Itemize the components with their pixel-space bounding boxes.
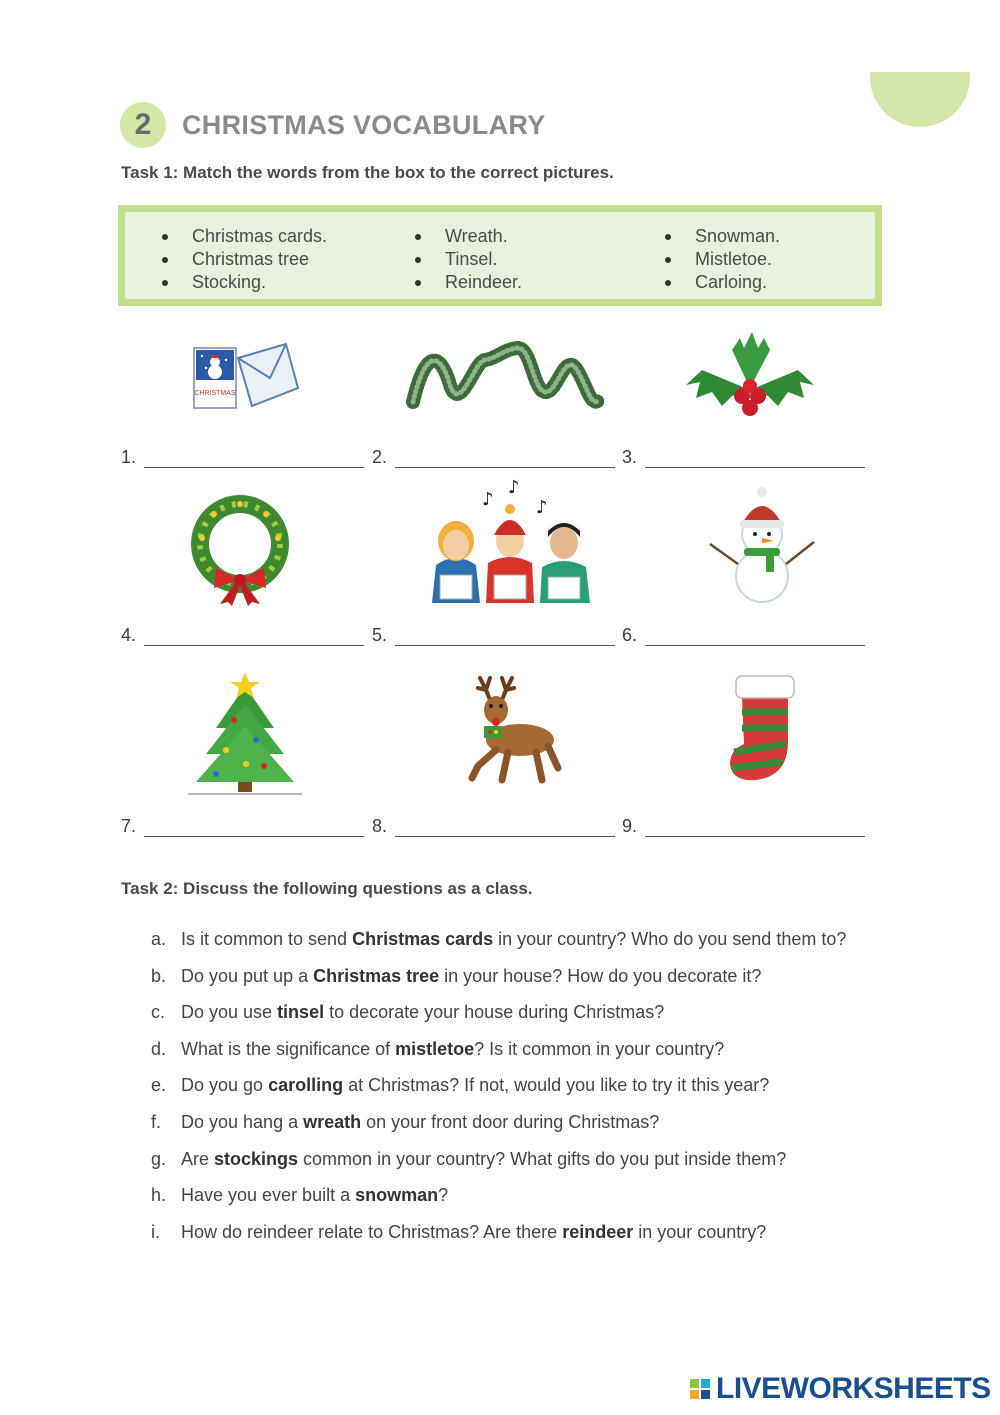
word-item bbox=[162, 271, 327, 294]
question-item bbox=[151, 1177, 846, 1214]
word-label: Tinsel. bbox=[445, 249, 498, 269]
answer-line[interactable] bbox=[395, 630, 615, 646]
question-letter: f. bbox=[151, 1111, 162, 1132]
question-text: Do you go carolling at Christmas? If not, would you like to try it this year? bbox=[181, 1075, 770, 1096]
word-item bbox=[665, 225, 780, 248]
task2-heading: Task 2: Discuss the following questions as a class. bbox=[121, 879, 533, 898]
answer-line[interactable] bbox=[395, 452, 615, 468]
question-text: Are stockings common in your country? What gifts do you put inside them? bbox=[181, 1148, 787, 1169]
answer-8 bbox=[372, 816, 615, 837]
question-text: What is the significance of mistletoe? Is it common in your country? bbox=[181, 1038, 725, 1059]
answer-number: 7. bbox=[121, 816, 137, 836]
answer-number: 1. bbox=[121, 447, 137, 467]
word-column-1 bbox=[162, 225, 327, 294]
question-letter: h. bbox=[151, 1185, 167, 1206]
word-label: Snowman. bbox=[695, 226, 781, 246]
stocking-icon bbox=[726, 672, 800, 784]
question-letter: b. bbox=[151, 965, 167, 986]
word-item bbox=[415, 225, 522, 248]
answer-4 bbox=[121, 625, 364, 646]
answer-3 bbox=[622, 447, 865, 468]
question-text: Do you use tinsel to decorate your house during Christmas? bbox=[181, 1002, 665, 1023]
bullet-icon bbox=[665, 280, 671, 286]
answer-number: 5. bbox=[372, 625, 388, 645]
bullet-icon bbox=[162, 257, 168, 263]
question-item bbox=[151, 1067, 846, 1104]
reindeer-icon bbox=[450, 670, 564, 786]
word-label: Stocking. bbox=[192, 272, 267, 292]
bullet-icon bbox=[162, 280, 168, 286]
svg-text:♪: ♪ bbox=[536, 497, 548, 518]
question-letter: c. bbox=[151, 1002, 166, 1023]
answer-number: 2. bbox=[372, 447, 388, 467]
answer-number: 3. bbox=[622, 447, 638, 467]
wreath-icon bbox=[188, 488, 292, 606]
word-box bbox=[118, 205, 882, 306]
word-item bbox=[665, 248, 780, 271]
question-letter: g. bbox=[151, 1148, 167, 1169]
snowman-icon bbox=[706, 484, 818, 606]
answer-number: 4. bbox=[121, 625, 137, 645]
bullet-icon bbox=[415, 234, 421, 240]
word-item bbox=[415, 271, 522, 294]
bullet-icon bbox=[415, 257, 421, 263]
word-item bbox=[162, 248, 327, 271]
answer-line[interactable] bbox=[144, 821, 364, 837]
answer-line[interactable] bbox=[144, 452, 364, 468]
liveworksheets-logo[interactable] bbox=[690, 1372, 991, 1406]
word-label: Christmas cards. bbox=[192, 226, 328, 246]
answer-5 bbox=[372, 625, 615, 646]
carolers-icon bbox=[430, 475, 594, 607]
answer-7 bbox=[121, 816, 364, 837]
corner-decoration bbox=[870, 72, 970, 127]
answer-line[interactable] bbox=[144, 630, 364, 646]
svg-text:♪: ♪ bbox=[508, 477, 520, 498]
question-letter: i. bbox=[151, 1221, 160, 1242]
task1-heading: Task 1: Match the words from the box to the correct pictures. bbox=[121, 163, 614, 182]
tinsel-icon bbox=[405, 330, 605, 420]
question-text: Do you put up a Christmas tree in your house? How do you decorate it? bbox=[181, 965, 762, 986]
answer-line[interactable] bbox=[395, 821, 615, 837]
answer-line[interactable] bbox=[645, 452, 865, 468]
bullet-icon bbox=[415, 280, 421, 286]
section-number-badge: 2 bbox=[120, 102, 166, 148]
question-letter: a. bbox=[151, 929, 167, 949]
word-item bbox=[162, 225, 327, 248]
section-title: CHRISTMAS VOCABULARY bbox=[182, 109, 546, 140]
logo-grid-icon bbox=[690, 1379, 710, 1399]
svg-text:♪: ♪ bbox=[482, 489, 494, 510]
christmas-tree-icon bbox=[186, 670, 304, 798]
question-text: Do you hang a wreath on your front door during Christmas? bbox=[181, 1111, 660, 1132]
answer-number: 9. bbox=[622, 816, 638, 836]
answer-2 bbox=[372, 447, 615, 468]
christmas-card-icon bbox=[190, 338, 300, 413]
word-label: Christmas tree bbox=[192, 249, 310, 269]
section-header bbox=[120, 102, 546, 148]
answer-line[interactable] bbox=[645, 630, 865, 646]
word-column-3 bbox=[665, 225, 780, 294]
answer-9 bbox=[622, 816, 865, 837]
question-letter: d. bbox=[151, 1038, 167, 1059]
question-item bbox=[151, 958, 846, 995]
question-item bbox=[151, 994, 846, 1031]
word-label: Wreath. bbox=[445, 226, 508, 246]
bullet-icon bbox=[162, 234, 168, 240]
answer-number: 6. bbox=[622, 625, 638, 645]
card-text: CHRISTMAS bbox=[194, 390, 236, 397]
answer-1 bbox=[121, 447, 364, 468]
question-item bbox=[151, 1214, 846, 1251]
question-text: Is it common to send Christmas cards in your country? Who do you send them to? bbox=[181, 929, 847, 949]
logo-text: LIVEWORKSHEETS bbox=[716, 1372, 991, 1405]
word-item bbox=[415, 248, 522, 271]
question-text: Have you ever built a snowman? bbox=[181, 1185, 449, 1206]
answer-number: 8. bbox=[372, 816, 388, 836]
bullet-icon bbox=[665, 234, 671, 240]
mistletoe-icon bbox=[682, 330, 818, 420]
question-item bbox=[151, 921, 846, 958]
word-label: Reindeer. bbox=[445, 272, 523, 292]
question-letter: e. bbox=[151, 1075, 167, 1096]
word-item bbox=[665, 271, 780, 294]
question-item bbox=[151, 1141, 846, 1178]
question-text: How do reindeer relate to Christmas? Are there reindeer in your country? bbox=[181, 1221, 767, 1242]
question-item bbox=[151, 1031, 846, 1068]
bullet-icon bbox=[665, 257, 671, 263]
answer-line[interactable] bbox=[645, 821, 865, 837]
word-label: Mistletoe. bbox=[695, 249, 773, 269]
word-column-2 bbox=[415, 225, 522, 294]
question-item bbox=[151, 1104, 846, 1141]
question-list bbox=[151, 921, 846, 1250]
answer-6 bbox=[622, 625, 865, 646]
word-label: Carloing. bbox=[695, 272, 768, 292]
